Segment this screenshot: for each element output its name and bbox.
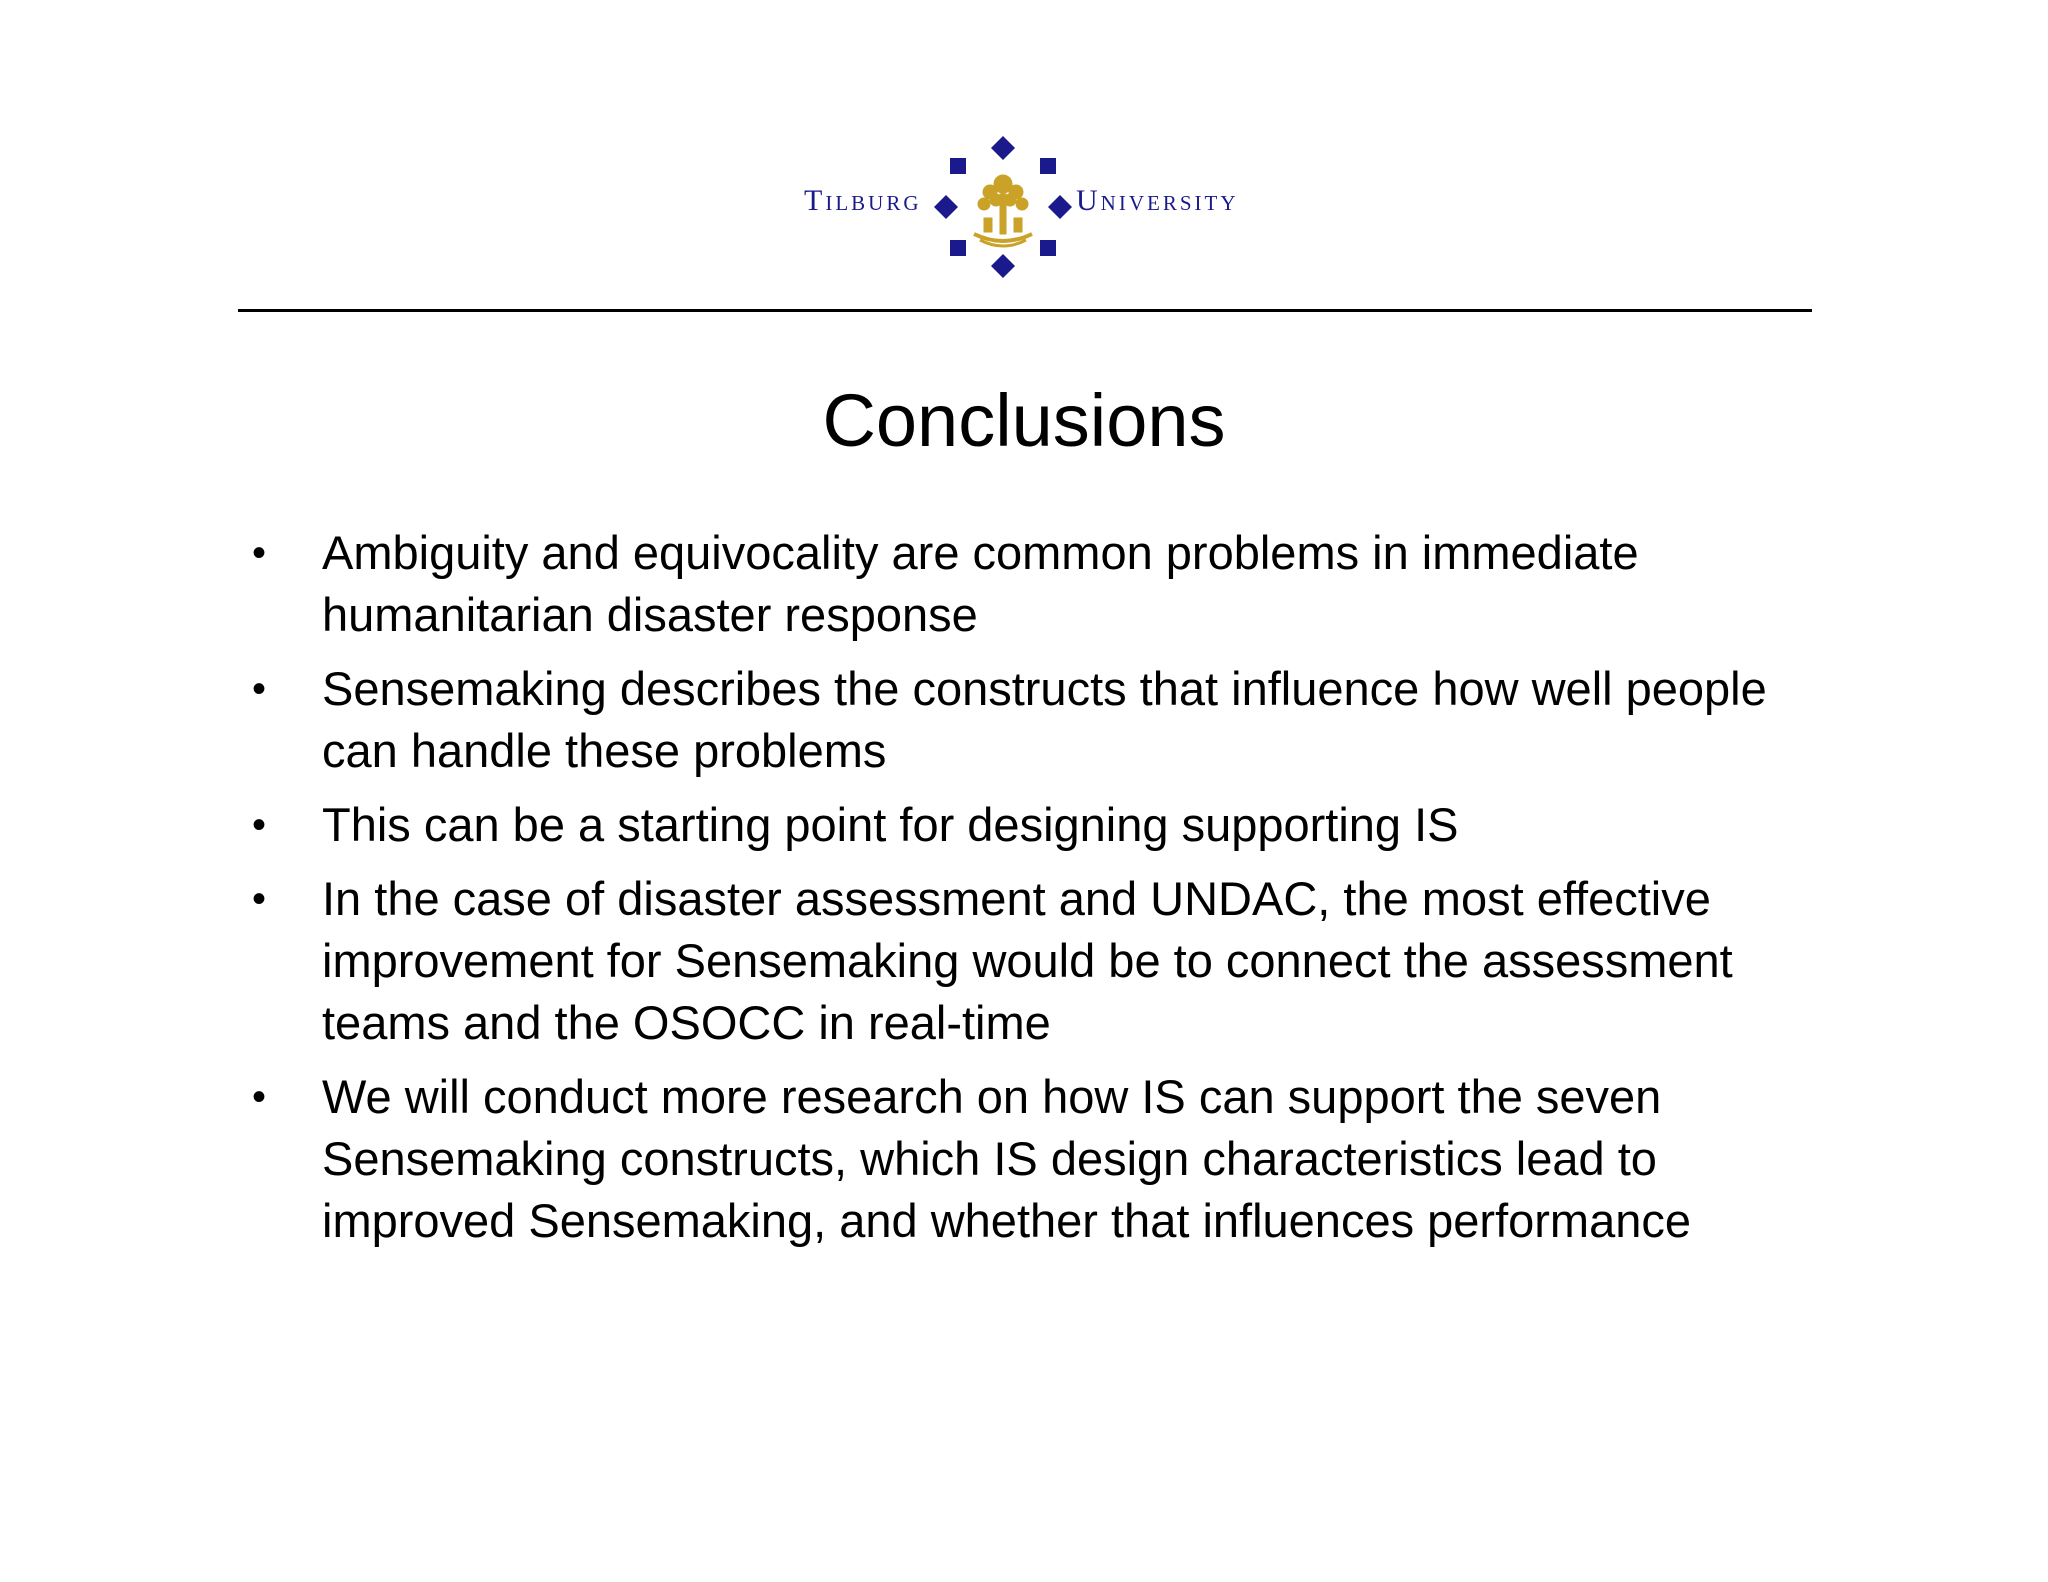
conclusion-bullets (252, 522, 1812, 1264)
tilburg-tree-emblem-icon (930, 134, 1076, 280)
bullet-item (252, 794, 1812, 856)
logo-word-tilburg: Tilburg (804, 184, 922, 217)
bullet-item (252, 522, 1812, 646)
bullet-dot: • (252, 667, 267, 711)
bullet-item (252, 1066, 1812, 1252)
bullet-text: Sensemaking describes the constructs that influence how well people can handle these problems (322, 662, 1767, 777)
bullet-dot: • (252, 531, 267, 575)
bullet-text: Ambiguity and equivocality are common problems in immediate humanitarian disaster response (322, 526, 1639, 641)
university-logo (800, 134, 1260, 280)
bullet-dot: • (252, 803, 267, 847)
slide-title: Conclusions (822, 379, 1226, 462)
bullet-dot: • (252, 877, 267, 921)
bullet-text: This can be a starting point for designing supporting IS (322, 798, 1459, 851)
bullet-item (252, 658, 1812, 782)
logo-word-university: University (1076, 184, 1239, 217)
bullet-item (252, 868, 1812, 1054)
header-divider (238, 309, 1812, 312)
bullet-text: In the case of disaster assessment and UNDAC, the most effective improvement for Sensemaking would be to connect the assessment teams and the OSOCC in real-time (322, 872, 1733, 1049)
bullet-text: We will conduct more research on how IS can support the seven Sensemaking constructs, which IS design characteristics lead to improved Sensemaking, and whether that influences performance (322, 1070, 1691, 1247)
bullet-dot: • (252, 1075, 267, 1119)
